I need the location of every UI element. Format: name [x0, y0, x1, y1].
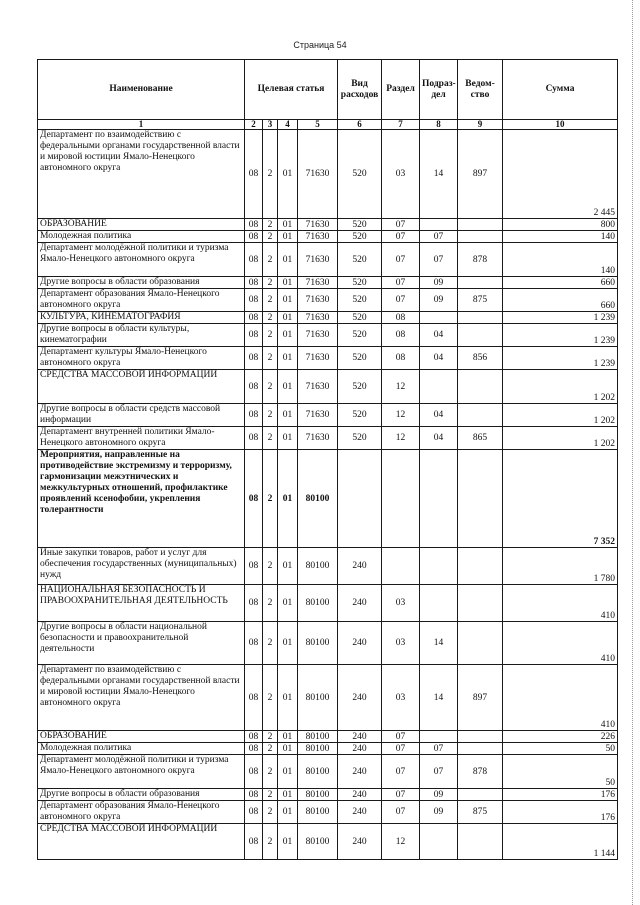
summa: 660: [503, 289, 618, 312]
target-code-3: 01: [278, 130, 298, 219]
target-code-4: 71630: [298, 219, 338, 231]
target-code-1: 08: [245, 243, 263, 277]
vedomstvo: [458, 824, 503, 860]
target-code-1: 08: [245, 665, 263, 731]
target-code-2: 2: [263, 231, 278, 243]
target-code-3: 01: [278, 277, 298, 289]
header-row: [38, 60, 618, 120]
row-name: СРЕДСТВА МАССОВОЙ ИНФОРМАЦИИ: [38, 370, 245, 404]
target-code-1: 08: [245, 789, 263, 801]
vid-rashodov: 240: [338, 755, 382, 789]
vid-rashodov: 240: [338, 789, 382, 801]
vid-rashodov: 520: [338, 130, 382, 219]
target-code-2: 2: [263, 548, 278, 585]
vid-rashodov: 520: [338, 219, 382, 231]
razdel: 03: [382, 130, 420, 219]
target-code-1: 08: [245, 404, 263, 427]
target-code-2: 2: [263, 731, 278, 743]
target-code-1: 08: [245, 219, 263, 231]
row-name: Иные закупки товаров, работ и услуг для обеспечения государственных (муниципальных) нужд: [38, 548, 245, 585]
podrazdel: 07: [420, 243, 458, 277]
target-code-4: 80100: [298, 743, 338, 755]
podrazdel: 04: [420, 427, 458, 450]
table-row: [38, 219, 618, 231]
col-number: 10: [503, 120, 618, 130]
row-name: Другие вопросы в области культуры, кинематографии: [38, 324, 245, 347]
target-code-3: 01: [278, 743, 298, 755]
row-name: Департамент молодёжной политики и туризма Ямало-Ненецкого автономного округа: [38, 243, 245, 277]
vedomstvo: [458, 219, 503, 231]
table-row: [38, 755, 618, 789]
target-code-1: 08: [245, 130, 263, 219]
target-code-4: 80100: [298, 622, 338, 665]
target-code-2: 2: [263, 801, 278, 824]
target-code-2: 2: [263, 404, 278, 427]
target-code-1: 08: [245, 585, 263, 622]
vid-rashodov: 520: [338, 324, 382, 347]
target-code-3: 01: [278, 312, 298, 324]
target-code-1: 08: [245, 743, 263, 755]
razdel: 12: [382, 404, 420, 427]
summa: 140: [503, 231, 618, 243]
vedomstvo: [458, 312, 503, 324]
target-code-2: 2: [263, 665, 278, 731]
target-code-4: 80100: [298, 824, 338, 860]
razdel: 07: [382, 755, 420, 789]
table-row: [38, 585, 618, 622]
razdel: 12: [382, 427, 420, 450]
target-code-4: 80100: [298, 801, 338, 824]
row-name: ОБРАЗОВАНИЕ: [38, 219, 245, 231]
vedomstvo: [458, 231, 503, 243]
target-code-1: 08: [245, 731, 263, 743]
summa: 1 239: [503, 312, 618, 324]
row-name: Другие вопросы в области национальной безопасности и правоохранительной деятельности: [38, 622, 245, 665]
target-code-1: 08: [245, 801, 263, 824]
vedomstvo: [458, 731, 503, 743]
col-number: 2: [245, 120, 263, 130]
target-code-4: 71630: [298, 231, 338, 243]
target-code-1: 08: [245, 370, 263, 404]
row-name: Молодежная политика: [38, 231, 245, 243]
podrazdel: 07: [420, 755, 458, 789]
razdel: 03: [382, 665, 420, 731]
table-row: [38, 347, 618, 370]
row-name: Мероприятия, направленные на противодействие экстремизму и терроризму, гармонизации межэтнических и межкультурных отношений, профилактике проявлений ксенофобии, укрепления толерантности: [38, 450, 245, 548]
razdel: 07: [382, 789, 420, 801]
vedomstvo: 865: [458, 427, 503, 450]
row-name: Департамент образования Ямало-Ненецкого автономного округа: [38, 289, 245, 312]
razdel: [382, 450, 420, 548]
target-code-1: 08: [245, 231, 263, 243]
summa: 176: [503, 789, 618, 801]
razdel: 07: [382, 731, 420, 743]
target-code-3: 01: [278, 243, 298, 277]
col-number: 7: [382, 120, 420, 130]
podrazdel: [420, 824, 458, 860]
row-name: Департамент по взаимодействию с федеральными органами государственной власти и мировой юстиции Ямало-Ненецкого автономного округа: [38, 130, 245, 219]
vid-rashodov: 520: [338, 404, 382, 427]
target-code-1: 08: [245, 548, 263, 585]
vid-rashodov: 240: [338, 731, 382, 743]
table-row: [38, 277, 618, 289]
col-number: 8: [420, 120, 458, 130]
vid-rashodov: 520: [338, 312, 382, 324]
table-row: [38, 731, 618, 743]
podrazdel: 04: [420, 404, 458, 427]
razdel: [382, 548, 420, 585]
target-code-4: 71630: [298, 370, 338, 404]
row-name: Департамент культуры Ямало-Ненецкого автономного округа: [38, 347, 245, 370]
table-row: [38, 427, 618, 450]
target-code-3: 01: [278, 450, 298, 548]
podrazdel: [420, 219, 458, 231]
col-number: 9: [458, 120, 503, 130]
target-code-1: 08: [245, 622, 263, 665]
target-code-3: 01: [278, 347, 298, 370]
vedomstvo: 878: [458, 755, 503, 789]
target-code-1: 08: [245, 450, 263, 548]
table-row: [38, 548, 618, 585]
summa: 226: [503, 731, 618, 743]
target-code-1: 08: [245, 347, 263, 370]
table-row: [38, 450, 618, 548]
vedomstvo: [458, 622, 503, 665]
podrazdel: [420, 312, 458, 324]
row-name: ОБРАЗОВАНИЕ: [38, 731, 245, 743]
header-vedomstvo: Ведом-ство: [458, 60, 503, 120]
target-code-2: 2: [263, 289, 278, 312]
summa: 1 144: [503, 824, 618, 860]
podrazdel: [420, 370, 458, 404]
podrazdel: 09: [420, 801, 458, 824]
target-code-2: 2: [263, 743, 278, 755]
row-name: Другие вопросы в области образования: [38, 789, 245, 801]
vedomstvo: [458, 450, 503, 548]
vedomstvo: 875: [458, 289, 503, 312]
target-code-2: 2: [263, 277, 278, 289]
target-code-3: 01: [278, 665, 298, 731]
razdel: 07: [382, 243, 420, 277]
razdel: 08: [382, 324, 420, 347]
target-code-2: 2: [263, 370, 278, 404]
vid-rashodov: 520: [338, 347, 382, 370]
target-code-3: 01: [278, 231, 298, 243]
podrazdel: [420, 450, 458, 548]
razdel: 03: [382, 585, 420, 622]
podrazdel: 04: [420, 324, 458, 347]
vid-rashodov: 240: [338, 801, 382, 824]
summa: 1 239: [503, 324, 618, 347]
target-code-1: 08: [245, 427, 263, 450]
summa: 410: [503, 665, 618, 731]
target-code-3: 01: [278, 801, 298, 824]
vedomstvo: [458, 548, 503, 585]
vid-rashodov: 520: [338, 231, 382, 243]
vid-rashodov: 520: [338, 277, 382, 289]
target-code-3: 01: [278, 731, 298, 743]
summa: 1 202: [503, 404, 618, 427]
podrazdel: [420, 585, 458, 622]
target-code-3: 01: [278, 324, 298, 347]
target-code-1: 08: [245, 312, 263, 324]
target-code-2: 2: [263, 324, 278, 347]
summa: 50: [503, 755, 618, 789]
summa: 140: [503, 243, 618, 277]
col-number: 6: [338, 120, 382, 130]
scan-edge-decoration: [632, 0, 637, 905]
target-code-2: 2: [263, 585, 278, 622]
table-row: [38, 404, 618, 427]
vid-rashodov: 520: [338, 289, 382, 312]
summa: 410: [503, 622, 618, 665]
summa: 660: [503, 277, 618, 289]
table-row: [38, 789, 618, 801]
row-name: КУЛЬТУРА, КИНЕМАТОГРАФИЯ: [38, 312, 245, 324]
target-code-4: 80100: [298, 789, 338, 801]
vedomstvo: 897: [458, 665, 503, 731]
vid-rashodov: 240: [338, 824, 382, 860]
razdel: 07: [382, 219, 420, 231]
target-code-3: 01: [278, 824, 298, 860]
summa: 1 202: [503, 427, 618, 450]
row-name: Молодежная политика: [38, 743, 245, 755]
target-code-3: 01: [278, 289, 298, 312]
razdel: 12: [382, 824, 420, 860]
target-code-2: 2: [263, 243, 278, 277]
podrazdel: 09: [420, 289, 458, 312]
target-code-4: 80100: [298, 548, 338, 585]
target-code-4: 71630: [298, 347, 338, 370]
row-name: Департамент образования Ямало-Ненецкого автономного округа: [38, 801, 245, 824]
summa: 1 202: [503, 370, 618, 404]
vid-rashodov: 240: [338, 585, 382, 622]
target-code-4: 71630: [298, 277, 338, 289]
summa: 1 239: [503, 347, 618, 370]
header-summa: Сумма: [503, 60, 618, 120]
table-row: [38, 289, 618, 312]
vedomstvo: 878: [458, 243, 503, 277]
summa: 176: [503, 801, 618, 824]
razdel: 07: [382, 231, 420, 243]
podrazdel: 07: [420, 743, 458, 755]
header-podrazdel: Подраз-дел: [420, 60, 458, 120]
budget-table: [37, 59, 618, 860]
row-name: Другие вопросы в области образования: [38, 277, 245, 289]
vedomstvo: [458, 585, 503, 622]
vedomstvo: [458, 789, 503, 801]
target-code-2: 2: [263, 312, 278, 324]
header-name: Наименование: [38, 60, 245, 120]
target-code-4: 71630: [298, 130, 338, 219]
target-code-2: 2: [263, 755, 278, 789]
target-code-4: 80100: [298, 585, 338, 622]
table-row: [38, 824, 618, 860]
table-row: [38, 231, 618, 243]
table-row: [38, 130, 618, 219]
target-code-2: 2: [263, 450, 278, 548]
vid-rashodov: 520: [338, 370, 382, 404]
target-code-4: 80100: [298, 665, 338, 731]
col-number: 4: [278, 120, 298, 130]
razdel: 12: [382, 370, 420, 404]
table-row: [38, 801, 618, 824]
target-code-4: 71630: [298, 289, 338, 312]
vedomstvo: [458, 404, 503, 427]
vid-rashodov: 520: [338, 427, 382, 450]
target-code-4: 80100: [298, 731, 338, 743]
table-row: [38, 743, 618, 755]
table-row: [38, 324, 618, 347]
table-row: [38, 312, 618, 324]
row-name: Департамент молодёжной политики и туризма Ямало-Ненецкого автономного округа: [38, 755, 245, 789]
target-code-1: 08: [245, 289, 263, 312]
target-code-1: 08: [245, 755, 263, 789]
vedomstvo: [458, 277, 503, 289]
target-code-3: 01: [278, 370, 298, 404]
row-name: НАЦИОНАЛЬНАЯ БЕЗОПАСНОСТЬ И ПРАВООХРАНИТЕЛЬНАЯ ДЕЯТЕЛЬНОСТЬ: [38, 585, 245, 622]
target-code-3: 01: [278, 548, 298, 585]
vedomstvo: [458, 324, 503, 347]
podrazdel: 14: [420, 665, 458, 731]
table-row: [38, 665, 618, 731]
summa: 410: [503, 585, 618, 622]
target-code-1: 08: [245, 324, 263, 347]
podrazdel: 09: [420, 789, 458, 801]
row-name: Департамент по взаимодействию с федеральными органами государственной власти и мировой юстиции Ямало-Ненецкого автономного округа: [38, 665, 245, 731]
podrazdel: 04: [420, 347, 458, 370]
vid-rashodov: 240: [338, 622, 382, 665]
target-code-1: 08: [245, 824, 263, 860]
target-code-2: 2: [263, 427, 278, 450]
row-name: СРЕДСТВА МАССОВОЙ ИНФОРМАЦИИ: [38, 824, 245, 860]
target-code-4: 71630: [298, 243, 338, 277]
target-code-3: 01: [278, 585, 298, 622]
col-number: 5: [298, 120, 338, 130]
podrazdel: [420, 548, 458, 585]
target-code-4: 71630: [298, 312, 338, 324]
target-code-2: 2: [263, 789, 278, 801]
row-name: Департамент внутренней политики Ямало-Ненецкого автономного округа: [38, 427, 245, 450]
vid-rashodov: [338, 450, 382, 548]
row-name: Другие вопросы в области средств массовой информации: [38, 404, 245, 427]
target-code-3: 01: [278, 755, 298, 789]
target-code-4: 71630: [298, 427, 338, 450]
table-row: [38, 243, 618, 277]
target-code-1: 08: [245, 277, 263, 289]
podrazdel: 14: [420, 130, 458, 219]
target-code-2: 2: [263, 219, 278, 231]
summa: 800: [503, 219, 618, 231]
summa: 2 445: [503, 130, 618, 219]
table-row: [38, 622, 618, 665]
razdel: 07: [382, 289, 420, 312]
target-code-2: 2: [263, 622, 278, 665]
vid-rashodov: 240: [338, 743, 382, 755]
target-code-3: 01: [278, 404, 298, 427]
column-number-row: [38, 120, 618, 130]
podrazdel: 14: [420, 622, 458, 665]
vid-rashodov: 520: [338, 243, 382, 277]
target-code-3: 01: [278, 427, 298, 450]
target-code-3: 01: [278, 789, 298, 801]
summa: 1 780: [503, 548, 618, 585]
podrazdel: 07: [420, 231, 458, 243]
podrazdel: 09: [420, 277, 458, 289]
table-row: [38, 370, 618, 404]
vedomstvo: [458, 743, 503, 755]
summa: 50: [503, 743, 618, 755]
razdel: 03: [382, 622, 420, 665]
podrazdel: [420, 731, 458, 743]
target-code-2: 2: [263, 347, 278, 370]
target-code-2: 2: [263, 824, 278, 860]
target-code-4: 71630: [298, 324, 338, 347]
target-code-4: 80100: [298, 450, 338, 548]
vedomstvo: 875: [458, 801, 503, 824]
vedomstvo: 897: [458, 130, 503, 219]
page-title: Страница 54: [293, 40, 347, 50]
summa: 7 352: [503, 450, 618, 548]
target-code-3: 01: [278, 219, 298, 231]
target-code-4: 80100: [298, 755, 338, 789]
col-number: 3: [263, 120, 278, 130]
vid-rashodov: 240: [338, 665, 382, 731]
razdel: 07: [382, 743, 420, 755]
vedomstvo: [458, 370, 503, 404]
col-number: 1: [38, 120, 245, 130]
target-code-2: 2: [263, 130, 278, 219]
header-vid: Вид расходов: [338, 60, 382, 120]
razdel: 08: [382, 312, 420, 324]
header-razdel: Раздел: [382, 60, 420, 120]
razdel: 07: [382, 801, 420, 824]
razdel: 07: [382, 277, 420, 289]
target-code-3: 01: [278, 622, 298, 665]
header-target: Целевая статья: [245, 60, 338, 120]
razdel: 08: [382, 347, 420, 370]
vedomstvo: 856: [458, 347, 503, 370]
vid-rashodov: 240: [338, 548, 382, 585]
target-code-4: 71630: [298, 404, 338, 427]
